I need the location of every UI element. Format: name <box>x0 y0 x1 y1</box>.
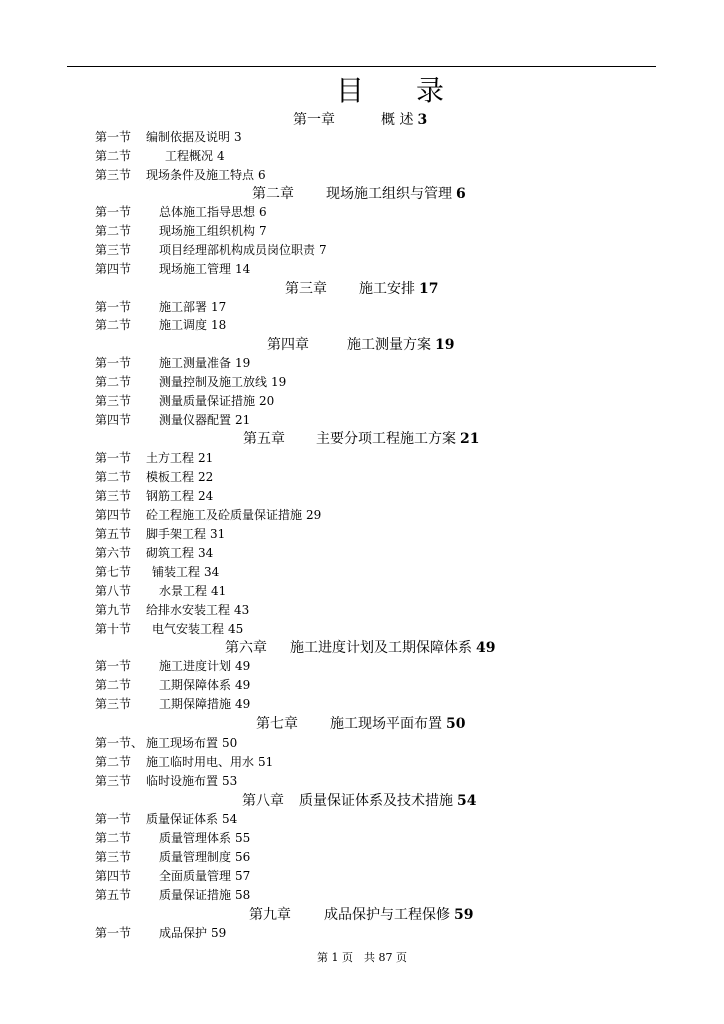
chapter-title: 概 述 <box>381 112 414 128</box>
section-title-group <box>165 147 225 165</box>
section-title-group <box>159 203 267 221</box>
section-page-number: 6 <box>259 205 267 219</box>
section-title-group <box>146 525 225 543</box>
chapter-number: 第一章 <box>293 112 335 128</box>
section-title: 电气安装工程 <box>152 622 225 636</box>
section-number: 第七节 <box>95 565 132 579</box>
section-page-number: 21 <box>235 413 251 427</box>
section-page-number: 43 <box>234 603 250 617</box>
section-number: 第一节 <box>95 926 132 940</box>
chapter-title-group <box>359 279 438 299</box>
section-title-group <box>159 582 226 600</box>
section-title-group <box>159 260 250 278</box>
chapter-title-group <box>347 335 454 355</box>
section-page-number: 57 <box>235 869 251 883</box>
section-number: 第一节、 <box>95 736 144 750</box>
section-number: 第二节 <box>95 149 132 163</box>
chapter-page-number: 59 <box>454 907 474 923</box>
chapter-title: 施工测量方案 <box>347 337 431 353</box>
chapter-title-group <box>381 110 427 130</box>
chapter-number: 第三章 <box>285 281 327 297</box>
section-number: 第二节 <box>95 318 132 332</box>
section-title: 施工临时用电、用水 <box>146 755 255 769</box>
chapter-number: 第七章 <box>256 716 298 732</box>
section-title: 模板工程 <box>146 470 195 484</box>
section-title: 成品保护 <box>159 926 208 940</box>
chapter-page-number: 19 <box>435 337 455 353</box>
section-title: 测量控制及施工放线 <box>159 375 268 389</box>
section-page-number: 4 <box>217 149 225 163</box>
section-title: 施工现场布置 <box>146 736 219 750</box>
section-page-number: 34 <box>204 565 220 579</box>
section-number: 第一节 <box>95 205 132 219</box>
section-page-number: 45 <box>228 622 244 636</box>
section-title-group <box>159 241 327 259</box>
section-title-group <box>159 373 286 391</box>
section-title: 编制依据及说明 <box>146 130 231 144</box>
section-title: 砌筑工程 <box>146 546 195 560</box>
section-number: 第三节 <box>95 697 132 711</box>
section-number: 第二节 <box>95 375 132 389</box>
section-number: 第五节 <box>95 527 132 541</box>
chapter-page-number: 54 <box>457 793 477 809</box>
section-title-group <box>146 487 213 505</box>
section-title-group <box>152 620 243 638</box>
chapter-number: 第二章 <box>252 186 294 202</box>
title-char-2: 录 <box>416 74 447 107</box>
section-page-number: 7 <box>319 243 327 257</box>
section-title-group <box>146 601 249 619</box>
section-title-group <box>146 734 237 752</box>
section-number: 第一节 <box>95 659 132 673</box>
section-title-group <box>146 468 213 486</box>
chapter-title-group <box>316 429 479 449</box>
section-page-number: 41 <box>211 584 227 598</box>
section-number: 第三节 <box>95 850 132 864</box>
chapter-title-group <box>324 905 473 925</box>
section-title: 质量保证体系 <box>146 812 219 826</box>
chapter-page-number: 50 <box>446 716 466 732</box>
section-page-number: 54 <box>222 812 238 826</box>
section-number: 第八节 <box>95 584 132 598</box>
chapter-title: 施工现场平面布置 <box>330 716 442 732</box>
section-title: 脚手架工程 <box>146 527 207 541</box>
section-title: 施工调度 <box>159 318 208 332</box>
section-page-number: 20 <box>259 394 275 408</box>
section-title-group <box>159 695 250 713</box>
chapter-title: 施工安排 <box>359 281 415 297</box>
section-number: 第十节 <box>95 622 132 636</box>
section-number: 第三节 <box>95 243 132 257</box>
section-number: 第三节 <box>95 489 132 503</box>
section-page-number: 55 <box>235 831 251 845</box>
section-title-group <box>146 772 237 790</box>
section-title: 工期保障体系 <box>159 678 232 692</box>
section-title-group <box>159 886 250 904</box>
section-page-number: 18 <box>211 318 227 332</box>
chapter-title: 成品保护与工程保修 <box>324 907 450 923</box>
section-title: 质量管理体系 <box>159 831 232 845</box>
section-title-group <box>159 867 250 885</box>
section-page-number: 49 <box>235 678 251 692</box>
section-title: 施工部署 <box>159 300 208 314</box>
section-title: 施工测量准备 <box>159 356 232 370</box>
section-title-group <box>159 924 226 942</box>
section-title-group <box>159 298 226 316</box>
section-title-group <box>159 354 250 372</box>
chapter-number: 第五章 <box>243 431 285 447</box>
section-title-group <box>146 128 242 146</box>
section-title: 全面质量管理 <box>159 869 232 883</box>
chapter-title-group <box>290 638 495 658</box>
section-title-group <box>159 657 250 675</box>
section-title: 砼工程施工及砼质量保证措施 <box>146 508 303 522</box>
section-number: 第一节 <box>95 130 132 144</box>
section-page-number: 56 <box>235 850 251 864</box>
section-number: 第三节 <box>95 168 132 182</box>
section-title-group <box>159 392 274 410</box>
chapter-title: 施工进度计划及工期保障体系 <box>290 640 472 656</box>
section-title: 质量管理制度 <box>159 850 232 864</box>
section-title-group <box>146 506 321 524</box>
chapter-title-group <box>326 184 466 204</box>
chapter-number: 第六章 <box>225 640 267 656</box>
chapter-title: 现场施工组织与管理 <box>326 186 452 202</box>
section-title-group <box>159 411 250 429</box>
chapter-page-number: 17 <box>419 281 439 297</box>
section-page-number: 22 <box>198 470 214 484</box>
section-title: 给排水安装工程 <box>146 603 231 617</box>
section-page-number: 6 <box>258 168 266 182</box>
section-number: 第二节 <box>95 470 132 484</box>
section-number: 第四节 <box>95 413 132 427</box>
section-title: 临时设施布置 <box>146 774 219 788</box>
section-number: 第一节 <box>95 356 132 370</box>
section-title: 钢筋工程 <box>146 489 195 503</box>
section-number: 第四节 <box>95 508 132 522</box>
section-number: 第二节 <box>95 755 132 769</box>
section-title-group <box>146 449 213 467</box>
section-page-number: 21 <box>198 451 214 465</box>
chapter-page-number: 49 <box>476 640 496 656</box>
section-page-number: 7 <box>259 224 267 238</box>
section-number: 第九节 <box>95 603 132 617</box>
section-number: 第二节 <box>95 831 132 845</box>
section-title-group <box>146 544 213 562</box>
section-page-number: 49 <box>235 697 251 711</box>
section-number: 第三节 <box>95 774 132 788</box>
section-number: 第一节 <box>95 451 132 465</box>
section-title: 现场施工管理 <box>159 262 232 276</box>
chapter-title-group <box>330 714 465 734</box>
section-title-group <box>159 222 267 240</box>
section-page-number: 3 <box>234 130 242 144</box>
chapter-page-number: 3 <box>417 112 428 128</box>
section-number: 第三节 <box>95 394 132 408</box>
chapter-title-group <box>299 791 476 811</box>
section-title: 质量保证措施 <box>159 888 232 902</box>
section-title: 铺装工程 <box>152 565 201 579</box>
section-title-group <box>146 810 237 828</box>
section-page-number: 50 <box>222 736 238 750</box>
section-number: 第六节 <box>95 546 132 560</box>
section-title: 现场条件及施工特点 <box>146 168 255 182</box>
section-title-group <box>146 753 273 771</box>
section-title: 工期保障措施 <box>159 697 232 711</box>
section-number: 第四节 <box>95 869 132 883</box>
section-page-number: 51 <box>258 755 274 769</box>
chapter-page-number: 21 <box>460 431 480 447</box>
chapter-page-number: 6 <box>456 186 466 202</box>
section-number: 第二节 <box>95 678 132 692</box>
section-number: 第四节 <box>95 262 132 276</box>
section-title-group <box>159 829 250 847</box>
section-title: 工程概况 <box>165 149 214 163</box>
chapter-number: 第八章 <box>242 793 284 809</box>
section-title-group <box>159 316 226 334</box>
section-page-number: 29 <box>306 508 322 522</box>
section-title: 测量质量保证措施 <box>159 394 256 408</box>
section-page-number: 53 <box>222 774 238 788</box>
section-page-number: 58 <box>235 888 251 902</box>
section-title: 项目经理部机构成员岗位职责 <box>159 243 316 257</box>
section-number: 第二节 <box>95 224 132 238</box>
section-title-group <box>146 166 266 184</box>
section-title-group <box>152 563 219 581</box>
section-page-number: 19 <box>235 356 251 370</box>
section-page-number: 34 <box>198 546 214 560</box>
section-number: 第五节 <box>95 888 132 902</box>
section-number: 第一节 <box>95 300 132 314</box>
chapter-title: 主要分项工程施工方案 <box>316 431 456 447</box>
section-page-number: 31 <box>210 527 226 541</box>
section-title: 总体施工指导思想 <box>159 205 256 219</box>
header-rule <box>67 66 656 67</box>
section-page-number: 17 <box>211 300 227 314</box>
section-page-number: 49 <box>235 659 251 673</box>
section-title: 测量仪器配置 <box>159 413 232 427</box>
title-char-1: 目 <box>336 74 367 107</box>
chapter-number: 第九章 <box>249 907 291 923</box>
section-title: 施工进度计划 <box>159 659 232 673</box>
section-title: 现场施工组织机构 <box>159 224 256 238</box>
page-footer: 第 1 页 共 87 页 <box>317 951 407 964</box>
chapter-title: 质量保证体系及技术措施 <box>299 793 453 809</box>
section-page-number: 59 <box>211 926 227 940</box>
section-title-group <box>159 848 250 866</box>
section-number: 第一节 <box>95 812 132 826</box>
section-page-number: 24 <box>198 489 214 503</box>
section-title: 土方工程 <box>146 451 195 465</box>
section-title: 水景工程 <box>159 584 208 598</box>
chapter-number: 第四章 <box>267 337 309 353</box>
section-title-group <box>159 676 250 694</box>
section-page-number: 14 <box>235 262 251 276</box>
section-page-number: 19 <box>271 375 287 389</box>
